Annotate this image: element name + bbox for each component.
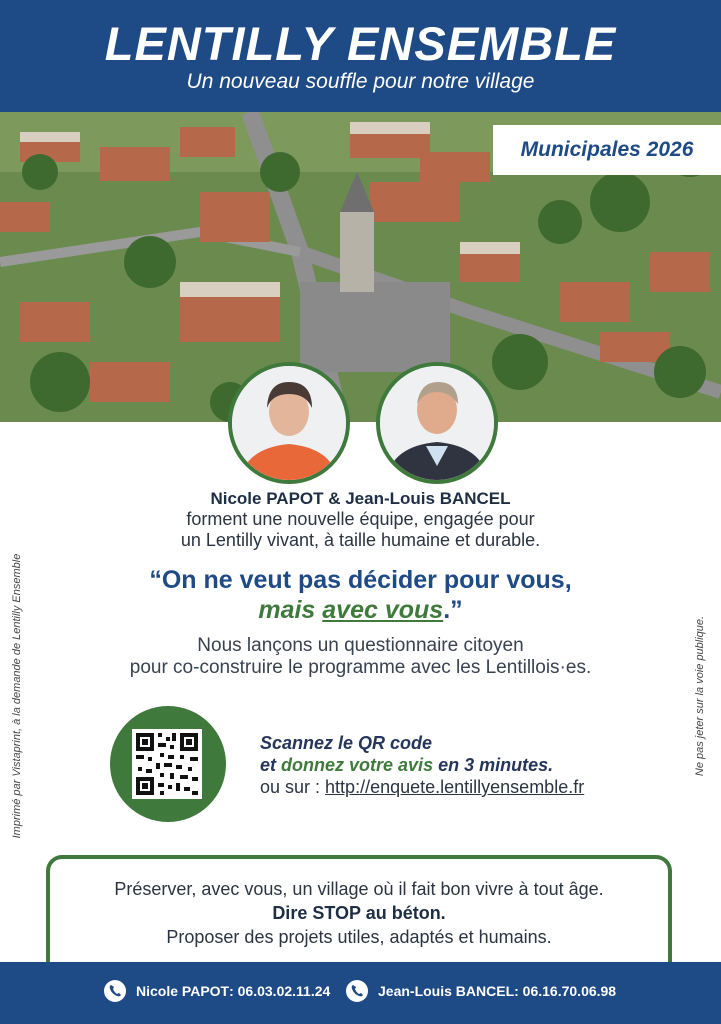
portrait-jean-louis-bancel [376,362,498,484]
contact-nicole-phone[interactable]: : 06.03.02.11.24 [229,983,331,999]
survey-link[interactable]: http://enquete.lentillyensemble.fr [325,777,585,797]
scan-minutes: en 3 minutes. [438,755,554,775]
scan-et: et [260,755,277,775]
contact-nicole-name: Nicole PAPOT [136,983,230,999]
scan-ousur: ou sur : [260,777,321,797]
subtitle: Un nouveau souffle pour notre village [186,70,535,93]
slogan-quote [0,565,721,625]
candidates-intro [0,488,721,551]
commitment-1: Préserver, avec vous, un village où il fait bon vivre à tout âge. [114,879,604,899]
commitment-2: Dire STOP au béton. [272,903,446,923]
quote-mais: mais [258,596,316,624]
printer-notice: Imprimé par Vistaprint, à la demande de Lentilly Ensemble [11,553,23,839]
phone-icon [104,980,126,1002]
contact-nicole [104,980,330,1002]
scan-donnez: donnez votre avis [281,755,434,775]
questionnaire-line-1: Nous lançons un questionnaire citoyen [197,635,524,656]
commitment-3: Proposer des projets utiles, adaptés et humains. [166,927,552,947]
qr-code-icon[interactable] [132,729,202,799]
quote-line-2 [0,595,721,625]
scan-line-3 [260,776,584,798]
intro-line-1: forment une nouvelle équipe, engagée pour [186,509,535,529]
intro-line-2: un Lentilly vivant, à taille humaine et durable. [180,530,541,550]
contact-jean-louis-phone[interactable]: : 06.16.70.06.98 [514,983,617,999]
questionnaire-line-2: pour co-construire le programme avec les Lentillois·es. [129,657,592,678]
questionnaire-text [0,635,721,679]
election-badge: Municipales 2026 [493,125,721,175]
litter-notice: Ne pas jeter sur la voie publique. [694,615,706,777]
page-title: LENTILLY ENSEMBLE [104,17,617,70]
quote-avec-vous: avec vous [322,596,444,624]
quote-line-1: “On ne veut pas décider pour vous, [149,566,572,594]
scan-line-2 [260,754,584,776]
contact-jean-louis-name: Jean-Louis BANCEL [378,983,515,999]
scan-line-1: Scannez le QR code [260,733,433,753]
quote-end: .” [443,596,463,624]
contact-footer [0,962,721,1024]
person-icon [380,366,494,480]
qr-pattern [132,729,202,799]
commitments-box [46,855,672,975]
scan-instructions [260,732,584,798]
candidate-names: Nicole PAPOT & Jean-Louis BANCEL [210,489,511,508]
contact-jean-louis [346,980,616,1002]
portrait-nicole-papot [228,362,350,484]
phone-icon [346,980,368,1002]
person-icon [232,366,346,480]
header-banner [0,0,721,112]
